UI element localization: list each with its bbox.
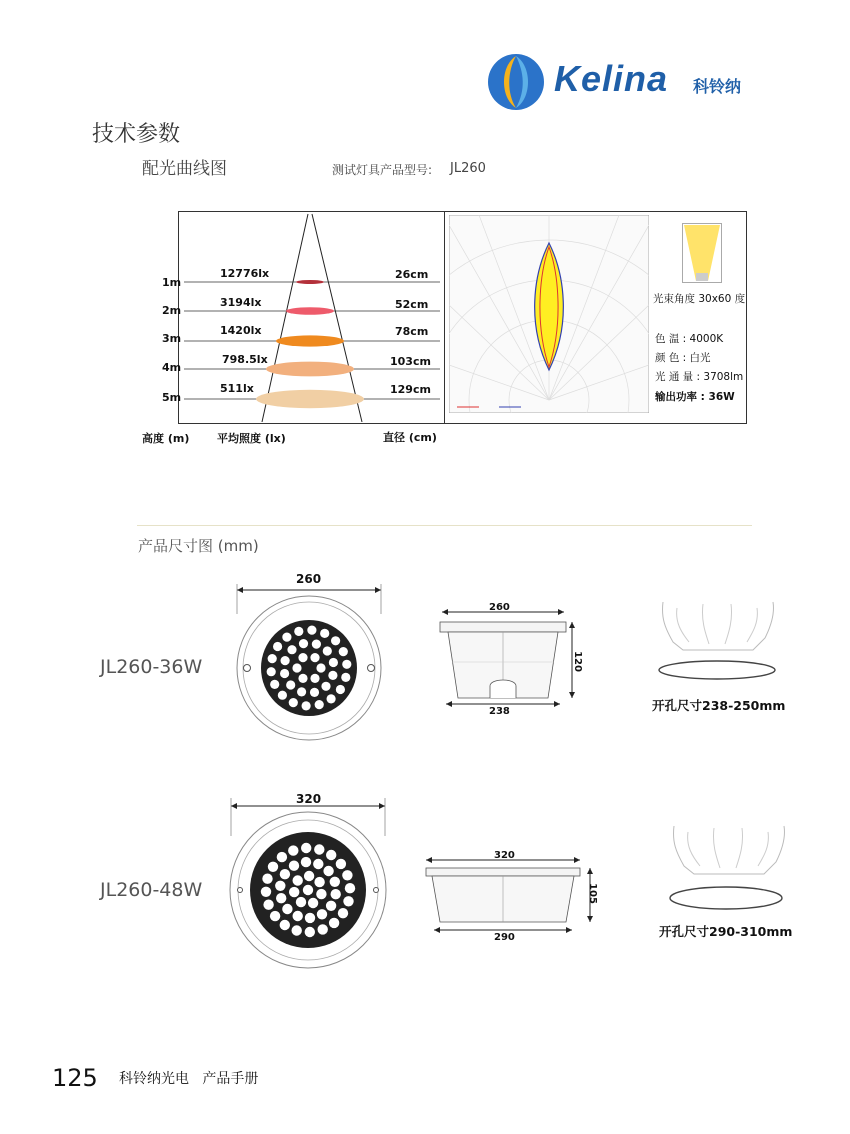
led-dot [327, 694, 336, 703]
beam-thumbnail [682, 223, 722, 283]
height-label-5: 5m [162, 391, 182, 404]
diameter-label-4: 103cm [390, 355, 431, 368]
led-dot [275, 881, 285, 891]
led-dot [313, 859, 323, 869]
side-view-1 [432, 602, 582, 712]
led-dot [331, 889, 341, 899]
led-dot [328, 671, 337, 680]
led-dot [338, 908, 348, 918]
led-dot [303, 885, 313, 895]
polar-distribution-chart [449, 215, 649, 413]
led-dot [262, 874, 272, 884]
led-dot [297, 687, 306, 696]
led-dot [293, 911, 303, 921]
led-dot [289, 698, 298, 707]
diameter-label-5: 129cm [390, 383, 431, 396]
led-dot [301, 843, 311, 853]
diameter-label-2: 52cm [395, 298, 429, 311]
section-title: 技术参数 [92, 122, 181, 147]
led-dot [320, 629, 329, 638]
model-value: JL260 [450, 161, 486, 176]
led-dot [263, 900, 273, 910]
col-lux-header: 平均照度 (lx) [217, 432, 286, 445]
led-dot [321, 682, 330, 691]
led-dot [304, 871, 314, 881]
led-dot [310, 688, 319, 697]
spec-color-temp: 色 温 : 4000K [655, 333, 724, 345]
led-dot [277, 852, 287, 862]
logo-mark-icon [486, 52, 548, 112]
led-dot [273, 642, 282, 651]
led-dot [317, 909, 327, 919]
led-dot [314, 877, 324, 887]
led-dot [287, 645, 296, 654]
led-dot [281, 656, 290, 665]
lux-label-3: 1420lx [220, 324, 262, 337]
led-dot [267, 667, 276, 676]
light-spot-3 [276, 335, 344, 346]
led-dot [282, 633, 291, 642]
led-dot [316, 663, 325, 672]
brand-logo [486, 52, 756, 112]
led-dot [310, 674, 319, 683]
led-dot [339, 647, 348, 656]
led-dot [298, 674, 307, 683]
led-dot [299, 639, 308, 648]
section-divider [137, 525, 752, 526]
diameter-label-1: 26cm [395, 268, 429, 281]
lux-label-5: 511lx [220, 382, 254, 395]
height-label-1: 1m [162, 276, 182, 289]
brand-name: Kelina [554, 58, 669, 99]
height-dim-label-1: 120 [571, 651, 583, 672]
cutout-label-2: 开孔尺寸290-310mm [659, 924, 793, 939]
led-dot [323, 866, 333, 876]
spec-power: 输出功率 : 36W [655, 391, 735, 403]
led-dot [326, 850, 336, 860]
height-dim-label-2: 105 [586, 883, 598, 904]
lux-label-4: 798.5lx [222, 353, 268, 366]
model-label: 测试灯具产品型号: [332, 163, 433, 177]
led-dot [336, 859, 346, 869]
height-label-2: 2m [162, 304, 182, 317]
top-dia-label-2: 320 [296, 792, 322, 806]
led-dot [296, 897, 306, 907]
led-dot [280, 669, 289, 678]
led-dot [329, 658, 338, 667]
led-dot [294, 627, 303, 636]
led-dot [336, 685, 345, 694]
led-dot [282, 904, 292, 914]
page-number: 125 [52, 1064, 98, 1092]
led-dot [342, 870, 352, 880]
led-dot [268, 654, 277, 663]
led-dot [280, 869, 290, 879]
height-label-3: 3m [162, 332, 182, 345]
led-dot [268, 862, 278, 872]
led-dot [278, 691, 287, 700]
led-dot [330, 877, 340, 887]
side-top-label-2: 320 [494, 850, 515, 861]
led-dot [343, 896, 353, 906]
col-diameter-header: 直径 (cm) [383, 431, 437, 444]
dimensions-title: 产品尺寸图 (mm) [138, 537, 259, 555]
light-spot-5 [256, 390, 364, 408]
led-dot [323, 646, 332, 655]
led-dot [305, 913, 315, 923]
spec-luminous-flux: 光 通 量 : 3708lm [655, 371, 744, 383]
light-spot-2 [286, 307, 334, 315]
led-dot [289, 861, 299, 871]
diameter-label-3: 78cm [395, 325, 429, 338]
led-dot [341, 673, 350, 682]
led-dot [345, 883, 355, 893]
front-view-2 [229, 796, 389, 972]
led-dot [293, 875, 303, 885]
light-curve-title: 配光曲线图 [142, 159, 227, 179]
led-dot [342, 660, 351, 669]
brand-name-cn: 科铃纳 [693, 77, 742, 96]
led-dot [315, 700, 324, 709]
light-spot-4 [266, 362, 354, 377]
height-label-4: 4m [162, 361, 182, 374]
led-dot [270, 911, 280, 921]
led-dot [280, 920, 290, 930]
product-model-1: JL260-36W [100, 656, 203, 678]
led-dot [292, 663, 301, 672]
led-dot [305, 927, 315, 937]
led-dot [310, 653, 319, 662]
led-dot [308, 898, 318, 908]
spec-light-color: 颜 色 : 白光 [655, 352, 711, 364]
led-dot [261, 887, 271, 897]
led-dot [276, 893, 286, 903]
led-dot [329, 918, 339, 928]
footer-text: 科铃纳光电 产品手册 [119, 1071, 259, 1087]
led-dot [288, 845, 298, 855]
side-bottom-label-2: 290 [494, 932, 515, 943]
led-dot [286, 680, 295, 689]
led-dot [270, 680, 279, 689]
led-dot [331, 636, 340, 645]
led-dot [298, 653, 307, 662]
front-view-1 [233, 584, 385, 754]
led-dot [314, 844, 324, 854]
spec-beam-angle: 光束角度 30x60 度 [653, 293, 746, 305]
top-dia-label-1: 260 [296, 572, 322, 586]
cutout-illustration-2 [664, 822, 794, 916]
led-dot [302, 701, 311, 710]
led-dot [289, 887, 299, 897]
lux-label-2: 3194lx [220, 296, 262, 309]
lux-label-1: 12776lx [220, 267, 270, 280]
light-curve-divider [444, 211, 445, 423]
light-spot-1 [296, 280, 324, 284]
led-dot [326, 901, 336, 911]
side-bottom-label-1: 238 [489, 706, 510, 717]
side-top-label-1: 260 [489, 602, 510, 613]
cutout-illustration-1 [653, 598, 783, 690]
cutout-label-1: 开孔尺寸238-250mm [652, 698, 786, 713]
col-height-header: 高度 (m) [142, 432, 190, 445]
led-dot [318, 924, 328, 934]
led-dot [307, 626, 316, 635]
led-dot [312, 640, 321, 649]
led-dot [292, 925, 302, 935]
led-dot [316, 889, 326, 899]
led-dot [301, 857, 311, 867]
side-view-2 [420, 852, 600, 942]
product-model-2: JL260-48W [100, 879, 203, 901]
